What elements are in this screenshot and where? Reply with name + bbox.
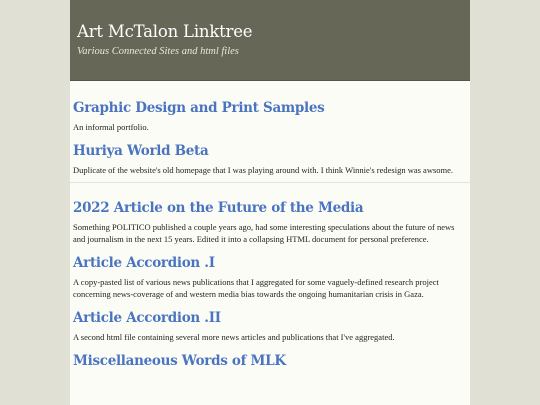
section-articles: [70, 183, 470, 370]
link-graphic-design[interactable]: Graphic Design and Print Samples: [73, 100, 325, 116]
link-article-accordion-1[interactable]: Article Accordion .I: [73, 255, 215, 271]
entry-description: An informal portfolio.: [73, 122, 149, 132]
link-words-of-mlk[interactable]: Miscellaneous Words of MLK: [73, 353, 286, 369]
list-item: [73, 254, 467, 300]
site-header: [70, 0, 470, 81]
entry-description: A copy-pasted list of various news publications that I aggregated for some vaguely-defined research project concerning news-coverage of and western media bias towards the ongoing humanitarian crisis in Gaza.: [73, 277, 439, 299]
link-future-of-media[interactable]: 2022 Article on the Future of the Media: [73, 200, 364, 216]
list-item: [73, 199, 467, 245]
entry-description: A second html file containing several more news articles and publications that I've aggregated.: [73, 332, 395, 342]
list-item: [73, 142, 467, 176]
list-item: [73, 99, 467, 133]
link-huriya-world-beta[interactable]: Huriya World Beta: [73, 143, 209, 159]
site-subtitle: Various Connected Sites and html files: [77, 46, 239, 57]
page-container: [70, 0, 470, 405]
link-article-accordion-2[interactable]: Article Accordion .II: [73, 310, 221, 326]
list-item: [73, 309, 467, 343]
entry-description: Something POLITICO published a couple years ago, had some interesting speculations about the future of news and journalism in the next 15 years. Edited it into a collapsing HTML document for personal preference.: [73, 222, 455, 244]
site-title: Art McTalon Linktree: [77, 22, 253, 41]
list-item: [73, 352, 467, 370]
section-portfolio: [70, 81, 470, 183]
entry-description: Duplicate of the website's old homepage that I was playing around with. I think Winnie's redesign was awsome.: [73, 165, 454, 175]
